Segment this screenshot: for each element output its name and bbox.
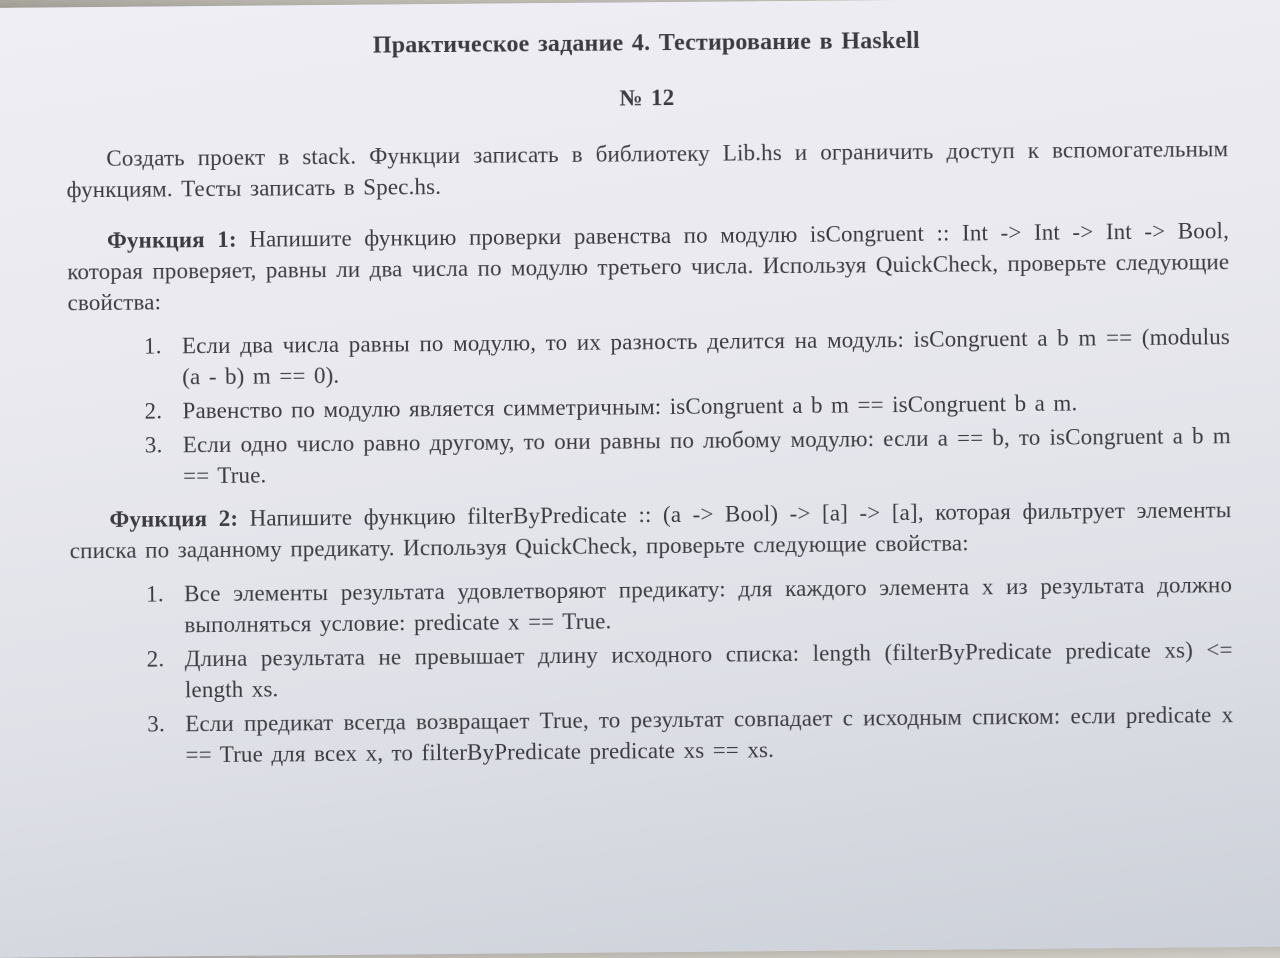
assignment-number: № 12 [619, 84, 675, 111]
page-title: Практическое задание 4. Тестирование в Haskell [372, 27, 920, 59]
function1-properties-list [68, 321, 1231, 492]
function2-description: Напишите функцию filterByPredicate :: (a -> Bool) -> [a] -> [a], которая фильтрует элементы списка по заданному предикату. Используя QuickCheck, проверьте следующие свойства: [69, 497, 1232, 564]
function1-description: Напишите функцию проверки равенства по модулю isCongruent :: Int -> Int -> Int -> Bool, которая проверяет, равны ли два числа по модулю третьего числа. Используя QuickCheck, проверьте следующие свойства: [67, 218, 1230, 316]
intro-paragraph: Создать проект в stack. Функции записать в библиотеку Lib.hs и ограничить доступ к вспомогательным функциям. Тесты записать в Spec.hs. [66, 136, 1229, 203]
list-item: 3. Если одно число равно другому, то они равны по любому модулю: если a == b, то isCongruent a b m == True. [171, 420, 1232, 491]
list-item: 2. Длина результата не превышает длину исходного списка: length (filterByPredicate predicate xs) <= length xs. [173, 634, 1234, 705]
function2-properties-list [70, 569, 1234, 771]
list-item: 1. Все элементы результата удовлетворяют предикату: для каждого элемента x из результата должно выполняться условие: predicate x == True. [172, 569, 1233, 640]
function1-label: Функция 1: [106, 226, 237, 253]
function1-paragraph [67, 215, 1230, 318]
list-item: 3. Если предикат всегда возвращает True, то результат совпадает с исходным списком: если predicate x == True для всех x, то filterByPredicate predicate xs == xs. [173, 699, 1234, 770]
list-item: 1. Если два числа равны по модулю, то их разность делится на модуль: isCongruent a b m == (modulus (a - b) m == 0). [170, 321, 1231, 392]
function2-paragraph [69, 494, 1231, 566]
list-item: 2. Равенство по модулю является симметричным: isCongruent a b m == isCongruent b a m. [170, 386, 1230, 426]
function2-label: Функция 2: [109, 505, 239, 532]
